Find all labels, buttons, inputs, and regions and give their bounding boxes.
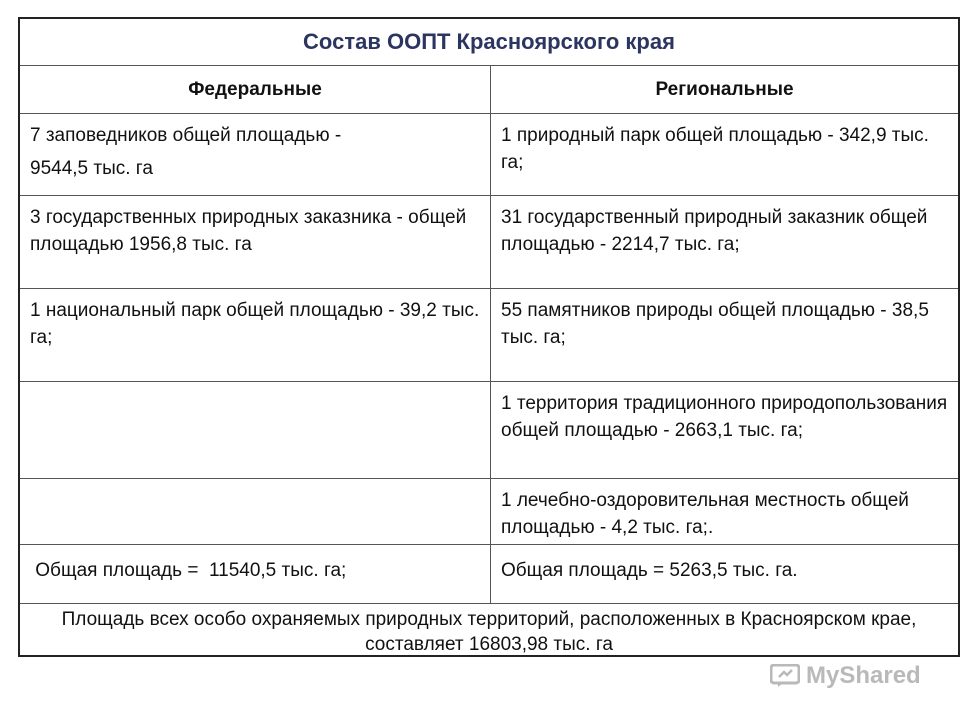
regional-cell: 1 природный парк общей площадью - 342,9 тыс. га; [501,125,929,173]
table-row [20,479,958,545]
regional-cell: 1 лечебно-оздоровительная местность общей площадью - 4,2 тыс. га;. [501,490,909,538]
regional-total: Общая площадь = 5263,5 тыс. га. [501,560,798,581]
header-regional: Региональные [655,79,794,100]
table-title: Состав ООПТ Красноярского края [20,19,958,66]
federal-text-line1: 7 заповедников общей площадью - [30,125,342,146]
header-federal: Федеральные [20,66,491,113]
watermark [770,662,921,690]
myshared-logo-icon [770,664,800,688]
table-row [20,196,958,289]
federal-text-line2: 9544,5 тыс. га [30,158,153,179]
federal-cell-empty [20,479,491,544]
federal-cell [20,114,491,195]
footer-summary: Площадь всех особо охраняемых природных территорий, расположенных в Красноярском крае, составляет 16803,98 тыс. га [61,608,917,655]
totals-row [20,545,958,604]
table-row [20,114,958,196]
federal-cell: 3 государственных природных заказника - общей площадью 1956,8 тыс. га [20,196,491,288]
federal-cell: 1 национальный парк общей площадью - 39,2 тыс. га; [20,289,491,381]
table-header-row [20,66,958,114]
watermark-text: MyShared [806,662,921,689]
table-row [20,289,958,382]
oopt-table [18,17,960,657]
regional-cell: 1 территория традиционного природопользования общей площадью - 2663,1 тыс. га; [501,393,948,441]
regional-cell: 31 государственный природный заказник общей площадью - 2214,7 тыс. га; [501,207,928,255]
table-row [20,382,958,479]
federal-cell-empty [20,382,491,478]
regional-cell: 55 памятников природы общей площадью - 38,5 тыс. га; [501,300,929,348]
federal-total: Общая площадь = 11540,5 тыс. га; [20,545,491,603]
